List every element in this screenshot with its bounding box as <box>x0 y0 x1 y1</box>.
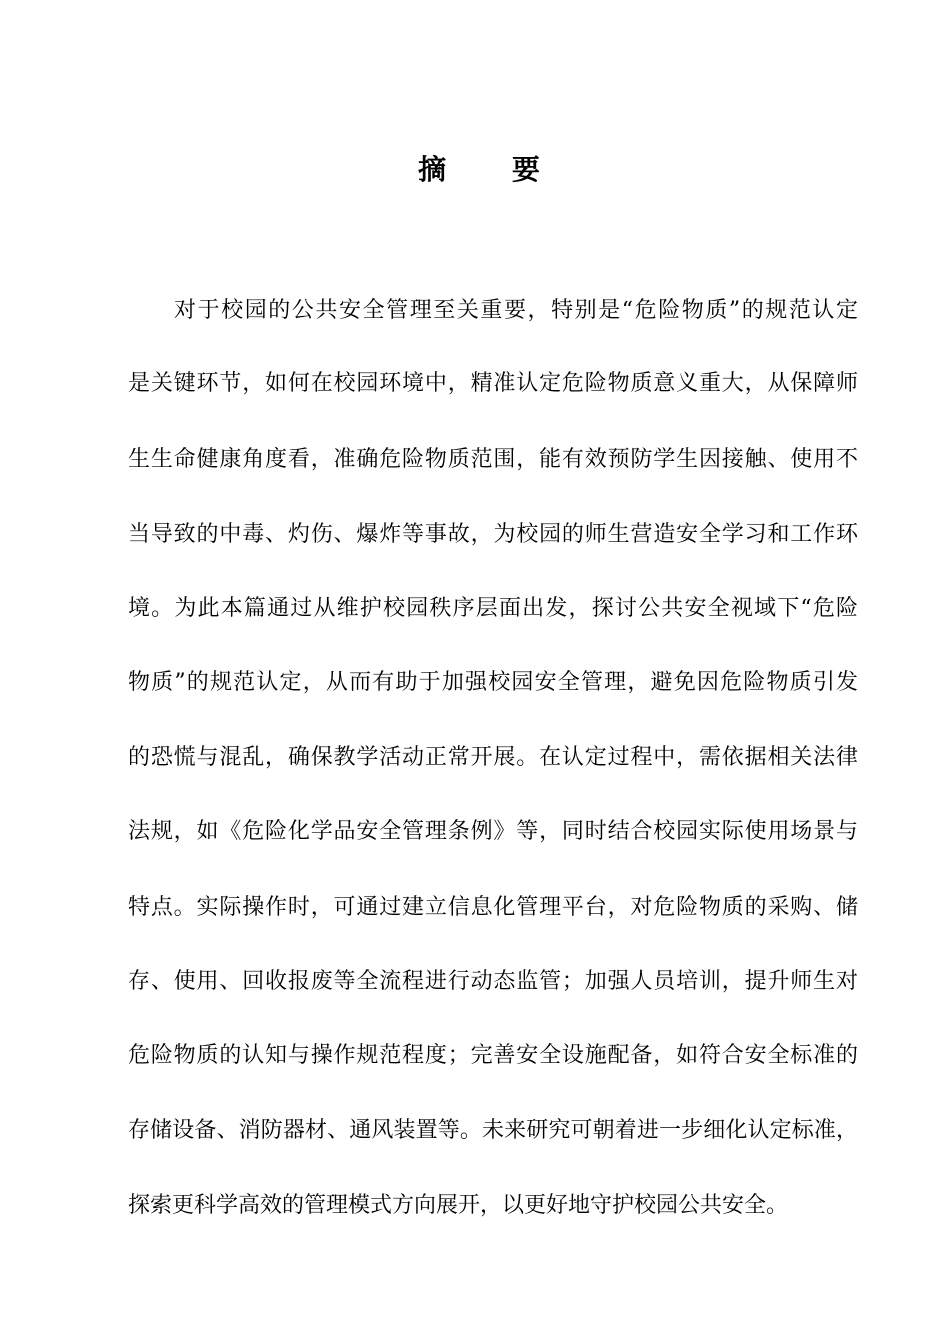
paragraph-line: 是关键环节，如何在校园环境中，精准认定危险物质意义重大，从保障师 <box>128 371 858 396</box>
paragraph-line: 对于校园的公共安全管理至关重要，特别是“危险物质”的规范认定 <box>174 298 858 323</box>
paragraph-line: 物质”的规范认定，从而有助于加强校园安全管理，避免因危险物质引发 <box>128 670 858 695</box>
page-title: 摘 要 <box>418 153 568 186</box>
paragraph-line: 的恐慌与混乱，确保教学活动正常开展。在认定过程中，需依据相关法律 <box>128 745 858 770</box>
paragraph-line: 探索更科学高效的管理模式方向展开，以更好地守护校园公共安全。 <box>128 1193 789 1218</box>
paragraph-line: 法规，如《危险化学品安全管理条例》等，同时结合校园实际使用场景与 <box>128 819 858 844</box>
paragraph-line: 存、使用、回收报废等全流程进行动态监管；加强人员培训，提升师生对 <box>128 969 858 994</box>
paragraph-line: 特点。实际操作时，可通过建立信息化管理平台，对危险物质的采购、储 <box>128 895 858 920</box>
paragraph-line: 存储设备、消防器材、通风装置等。未来研究可朝着进一步细化认定标准， <box>128 1118 858 1143</box>
paragraph-line: 危险物质的认知与操作规范程度；完善安全设施配备，如符合安全标准的 <box>128 1043 858 1068</box>
paragraph-line: 生生命健康角度看，准确危险物质范围，能有效预防学生因接触、使用不 <box>128 447 858 472</box>
paragraph-line: 当导致的中毒、灼伤、爆炸等事故，为校园的师生营造安全学习和工作环 <box>128 522 858 547</box>
paragraph-line: 境。为此本篇通过从维护校园秩序层面出发，探讨公共安全视域下“危险 <box>128 596 858 621</box>
